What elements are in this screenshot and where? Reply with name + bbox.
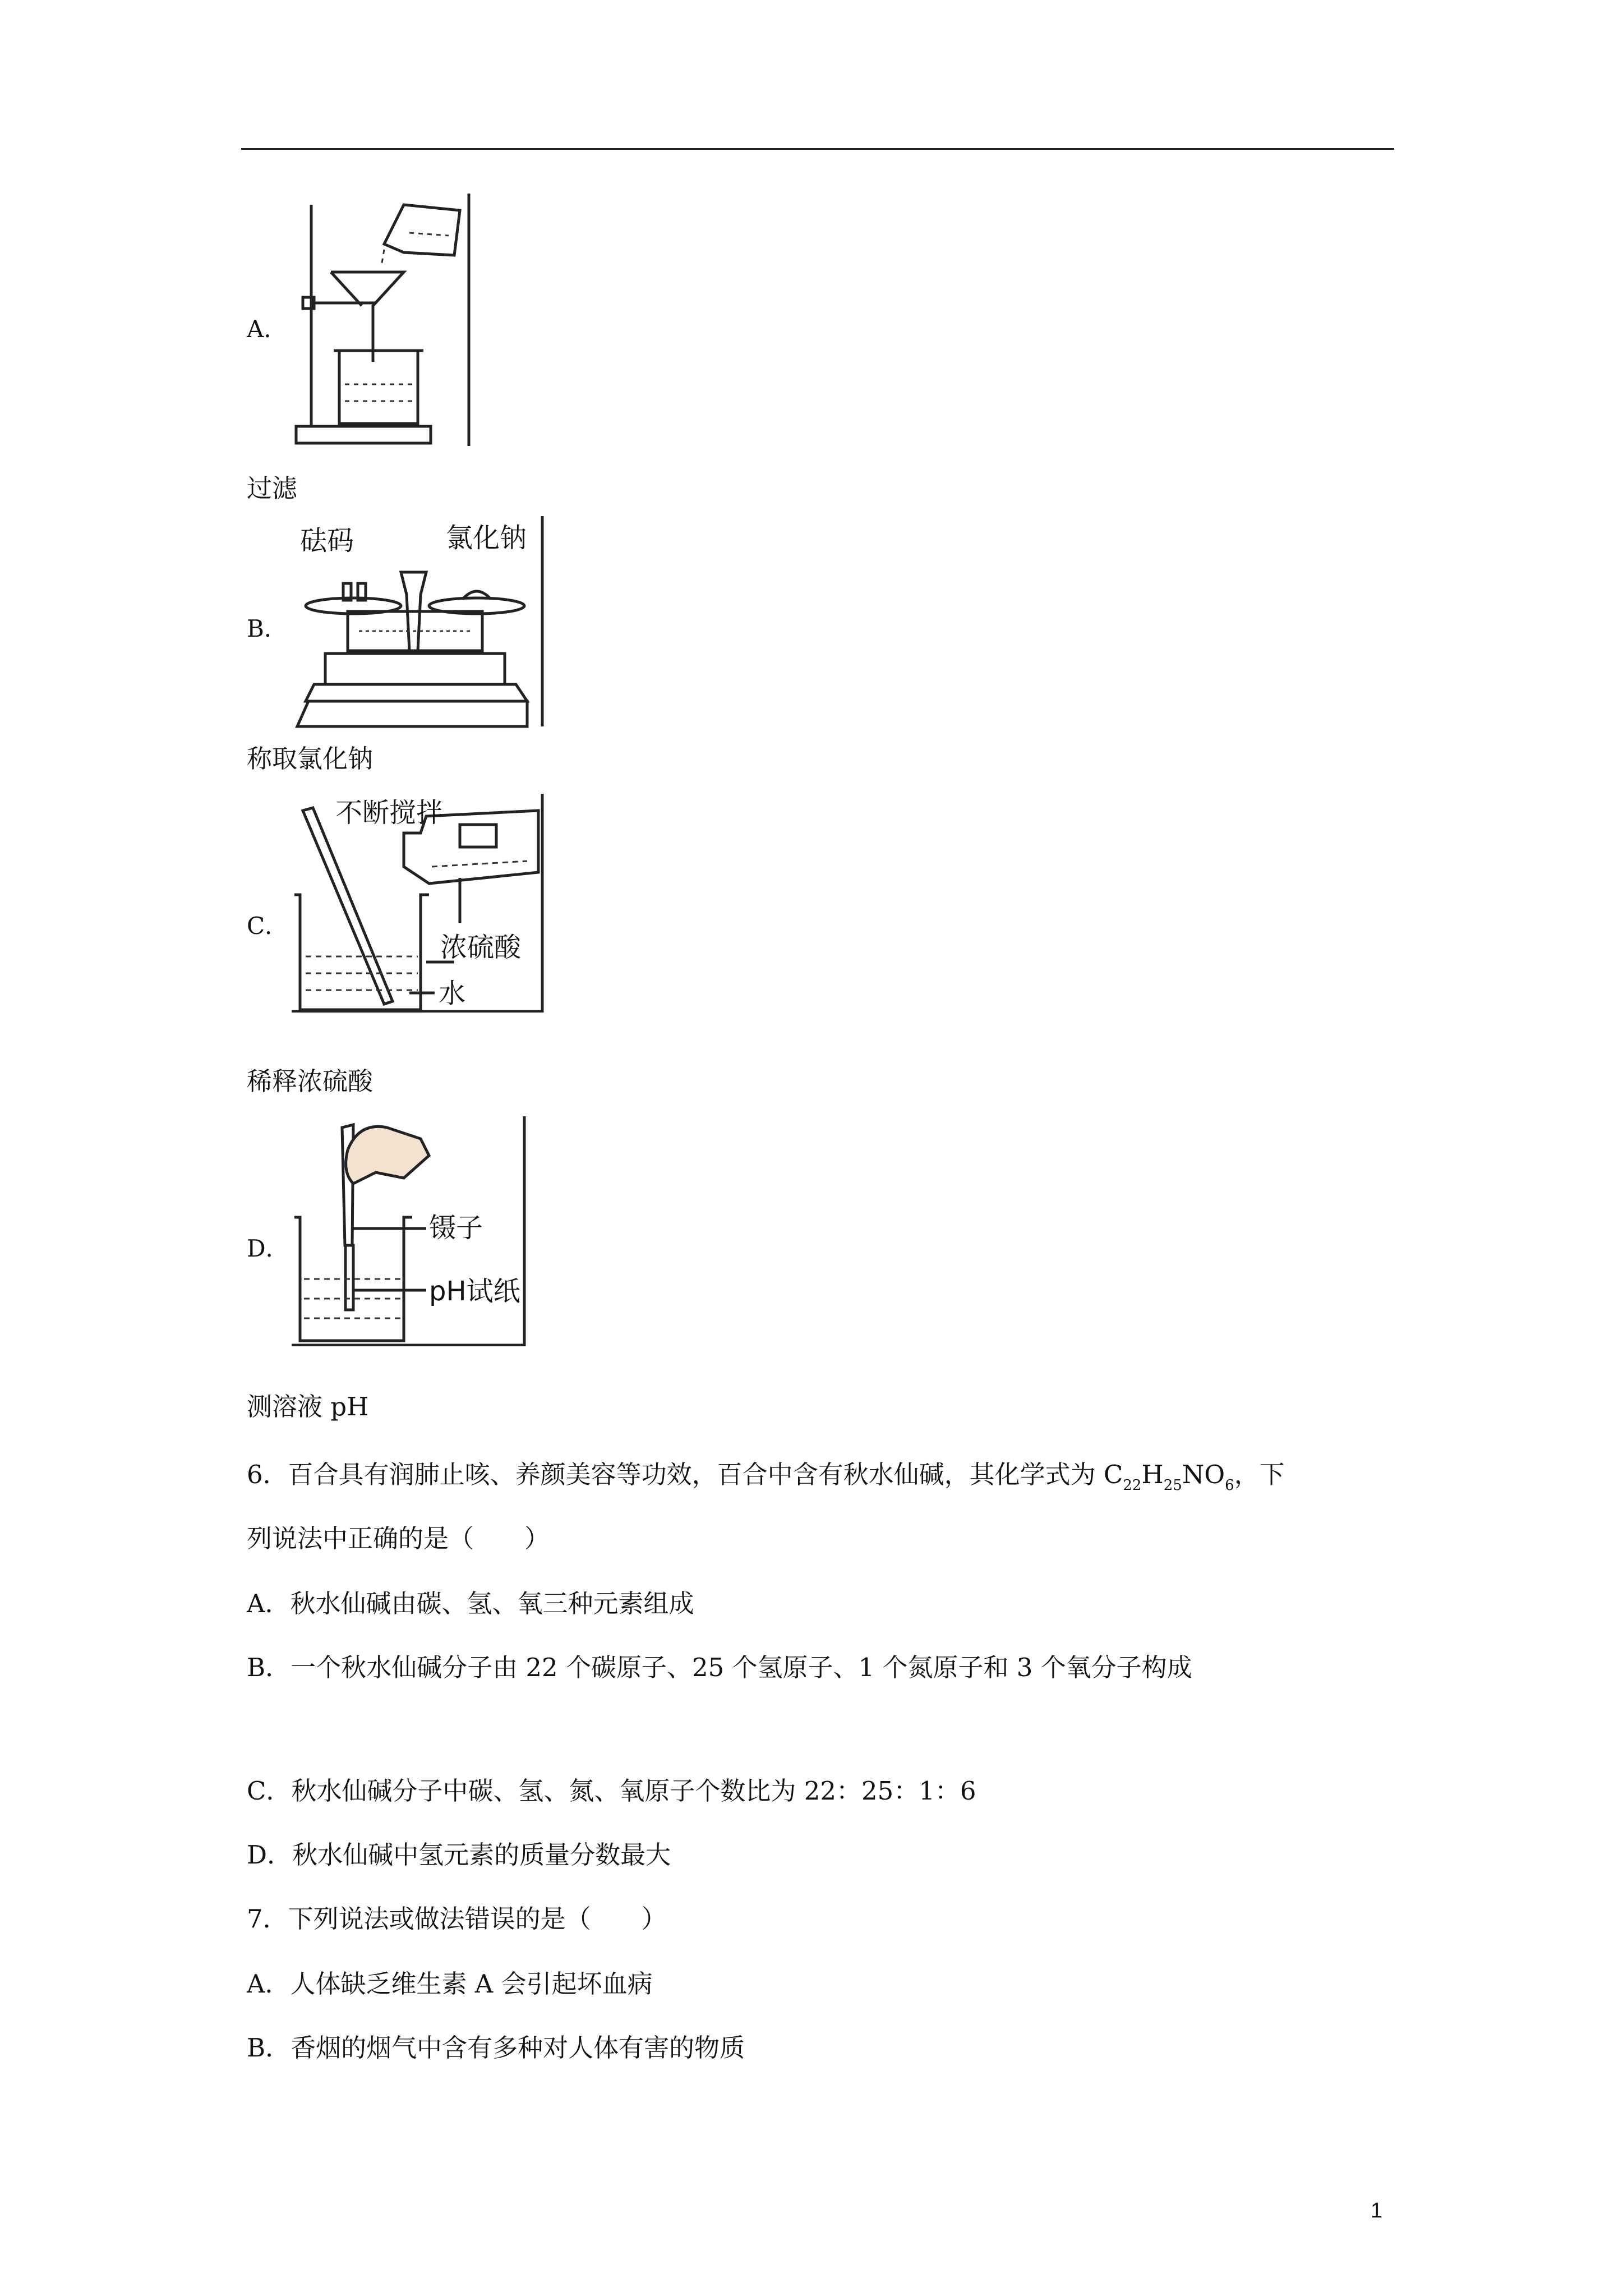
label-weights: 砝码 [300,525,354,556]
label-stir: 不断搅拌 [335,797,444,829]
label-ph-paper: pH试纸 [429,1276,520,1307]
label-water: 水 [439,978,466,1009]
header-rule [241,148,1394,150]
q6-text-post: ，下 [1234,1460,1285,1489]
option-d-letter: D． [247,1235,289,1262]
option-c-letter: C． [247,912,289,940]
option-a-letter: A． [247,315,288,343]
q6-option-a: A．秋水仙碱由碳、氢、氧三种元素组成 [247,1589,694,1618]
label-tweezers: 镊子 [429,1212,483,1244]
q6-text-pre: 6．百合具有润肺止咳、养颜美容等功效，百合中含有秋水仙碱，其化学式为 C [247,1460,1123,1489]
page-number: 1 [1371,2199,1383,2223]
q6-sub-25: 25 [1163,1477,1182,1494]
caption-b: 称取氯化钠 [247,744,374,774]
q6-text-h: H [1141,1460,1164,1489]
q6-option-b: B．一个秋水仙碱分子由 22 个碳原子、25 个氢原子、1 个氮原子和 3 个氧分子构成 [247,1653,1192,1682]
q7-option-a: A．人体缺乏维生素 A 会引起坏血病 [247,1969,653,1999]
q6-text-no: NO [1182,1460,1225,1489]
q6-sub-6: 6 [1225,1477,1234,1494]
question-7-stem: 7．下列说法或做法错误的是（ ） [247,1904,667,1934]
dilution-beaker-icon [292,794,544,1013]
ph-test-icon [292,1116,527,1346]
option-b-letter: B． [247,615,288,642]
label-nacl: 氯化钠 [446,522,527,554]
caption-d: 测溶液 pH [247,1392,369,1421]
q6-option-c: C．秋水仙碱分子中碳、氢、氮、氧原子个数比为 22：25：1：6 [247,1776,976,1806]
caption-a: 过滤 [247,473,298,503]
question-6-stem-line2: 列说法中正确的是（ ） [247,1524,550,1553]
balance-scale-icon [292,516,544,729]
q7-option-b: B．香烟的烟气中含有多种对人体有害的物质 [247,2033,745,2063]
caption-c: 稀释浓硫酸 [247,1066,374,1096]
filtration-apparatus-icon [292,194,471,446]
q6-option-d: D．秋水仙碱中氢元素的质量分数最大 [247,1840,671,1870]
question-6-stem-line1 [247,1460,1285,1494]
label-conc-acid: 浓硫酸 [440,932,522,963]
q6-sub-22: 22 [1123,1477,1142,1494]
